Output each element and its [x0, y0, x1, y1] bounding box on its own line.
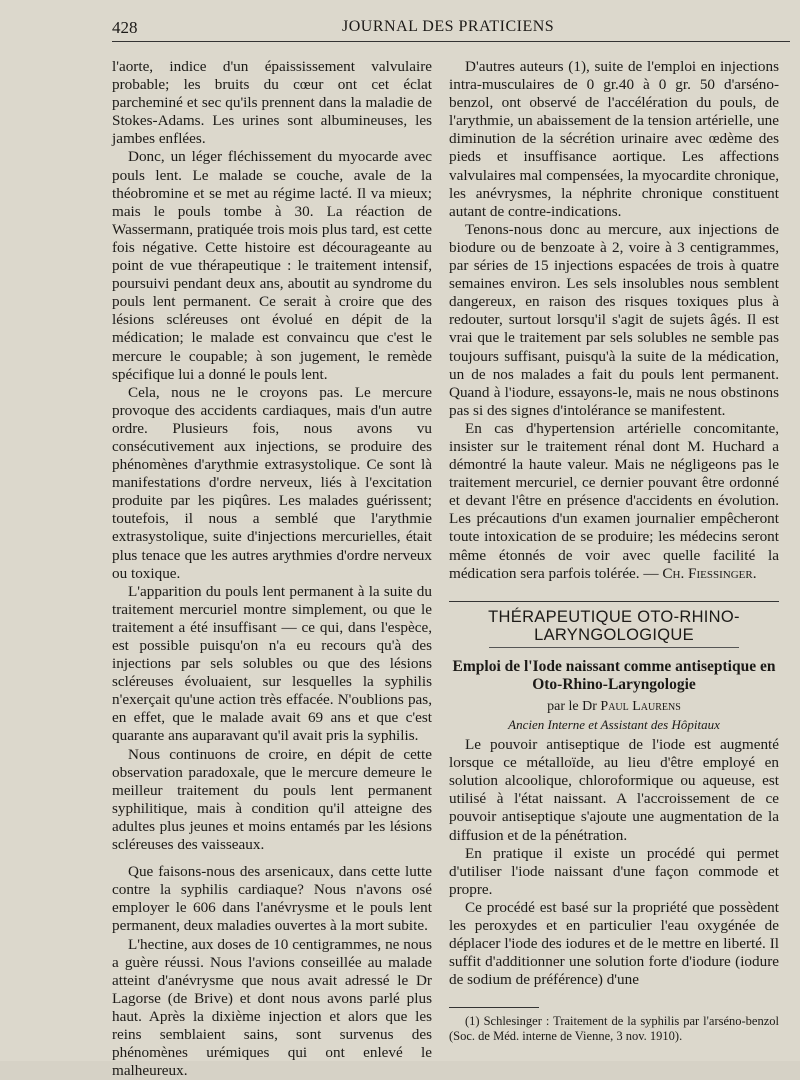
page-number: 428 — [112, 18, 138, 38]
author-affiliation: Ancien Interne et Assistant des Hôpitaux — [449, 716, 779, 734]
paragraph: L'hectine, aux doses de 10 centigrammes, ne nous a guère réussi. Nous l'avions conseillée au malade atteint d'anévrysme que nous avait adressé le Dr Lagorse (de Brive) et dont nous avons parlé plus haut. Après la dixième injection et alors que les reins semblaient sains, sont survenus des phénomènes urémiques qui ont enlevé le malheureux. — [112, 936, 432, 1080]
byline-prefix: par le Dr — [547, 699, 597, 714]
right-column — [449, 58, 779, 1044]
running-head — [112, 14, 792, 44]
paragraph: l'aorte, indice d'un épaississement valvulaire probable; les bruits du cœur ont cet éclat parcheminé et sec qu'ils prennent dans la maladie de Stokes-Adams. Les urines sont albumineuses, les jambes enflées. — [112, 58, 432, 148]
paragraph-text: En cas d'hypertension artérielle concomitante, insister sur le traitement rénal dont M. Huchard a démontré la haute valeur. Mais ne négligeons pas le traitement mercuriel, ce dernier pouvant être ordonné et devant l'être en présence d'accidents en évolution. Les précautions d'un examen journalier empêcheront toute intoxication de se produire; les médecins seront même étonnés de voir avec quelle facilité la médication sera parfois tolérée. — — [449, 420, 779, 582]
header-rule — [112, 41, 790, 42]
footnote-rule — [449, 1007, 539, 1008]
paragraph: Donc, un léger fléchissement du myocarde avec pouls lent. Le malade se couche, avale de la théobromine et se met au régime lacté. Il va mieux; mais le pouls tombe à 30. La réaction de Wassermann, pratiquée trois mois plus tard, est cette fois négative. Cette histoire est décourageante au point de vue thérapeutique : le traitement intensif, poursuivi pendant deux ans, aboutit au syndrome du pouls lent permanent. Ce serait à croire que des lésions scléreuses ont évolué en dépit de la médication; le malade est convaincu que c'est le mercure le coupable; à son jugement, le remède spécifique lui a donné le pouls lent. — [112, 148, 432, 383]
section-heading: THÉRAPEUTIQUE OTO-RHINO-LARYNGOLOGIQUE — [449, 601, 779, 648]
paragraph: Le pouvoir antiseptique de l'iode est augmenté lorsque ce métalloïde, au lieu d'être employé en solution alcoolique, chloroformique ou aqueuse, est utilisé à l'état naissant. A l'accroissement de ce pouvoir antiseptique s'ajoute une augmentation de la diffusion et de la pénétration. — [449, 736, 779, 845]
left-column — [112, 58, 432, 1080]
paragraph: En pratique il existe un procédé qui permet d'utiliser l'iode naissant d'une façon commode et propre. — [449, 845, 779, 899]
journal-title: JOURNAL DES PRATICIENS — [342, 18, 554, 36]
author-name: Paul Laurens — [600, 699, 680, 714]
paragraph: Tenons-nous donc au mercure, aux injections de biodure ou de benzoate à 2, voire à 3 centigrammes, par séries de 15 injections espacées de trois à quatre semaines environ. Les sels insolubles nous semblent dangereux, en raison des risques toxiques plus à redouter, surtout lorsqu'il s'agit de sujets âgés. Il est vrai que le traitement par sels solubles ne semble pas toujours suffisant, puisqu'à la suite de la médication, un de nos malades a fait du pouls lent permanent. Quand à l'iodure, essayons-le, mais ne nous obstinons pas si des signes d'intolérance se manifestent. — [449, 221, 779, 420]
paragraph: Cela, nous ne le croyons pas. Le mercure provoque des accidents cardiaques, mais d'un autre ordre. Plusieurs fois, nous avons vu consécutivement aux injections, se produire des phénomènes d'arythmie extrasystolique. Ce sont là manifestations d'ordre nerveux, liés à l'excitation produite par les piqûres. Les malades guérissent; toutefois, il nous a semblé que l'arythmie extrasystolique, suite d'injections mercurielles, était plus tenace que les autres arythmies d'ordre nerveux ou toxique. — [112, 384, 432, 583]
paragraph: D'autres auteurs (1), suite de l'emploi en injections intra-musculaires de 0 gr.40 à 0 gr. 50 d'arséno-benzol, ont observé de l'accélération du pouls, de l'arythmie, un abaissement de la tension artérielle, une diminution de la sécrétion urinaire avec œdème des pieds et insuffisance aortique. Les affections valvulaires mal compensées, la myocardite chronique, les anévrysmes, la néphrite chronique constituent autant de contre-indications. — [449, 58, 779, 221]
byline — [449, 698, 779, 716]
paragraph: Ce procédé est basé sur la propriété que possèdent les peroxydes et en particulier l'eau oxygénée de déplacer l'iode des iodures et de le mettre en liberté. Il suffit d'additionner une solution forte d'iodure (iodure de sodium de préférence) d'une — [449, 899, 779, 989]
paragraph — [449, 420, 779, 583]
paragraph: Nous continuons de croire, en dépit de cette observation paradoxale, que le mercure demeure le meilleur traitement du pouls lent permanent syphilitique, mais à condition qu'il atteigne des adultes plus jeunes et moins entamés par les lésions scléreuses des vaisseaux. — [112, 746, 432, 855]
footnote: (1) Schlesinger : Traitement de la syphilis par l'arséno-benzol (Soc. de Méd. interne de Vienne, 3 nov. 1910). — [449, 1014, 779, 1044]
article-title: Emploi de l'Iode naissant comme antiseptique en Oto-Rhino-Laryngologie — [449, 658, 779, 694]
signature: Ch. Fiessinger. — [662, 565, 756, 582]
paragraph: L'apparition du pouls lent permanent à la suite du traitement mercuriel montre simplement, ou que le traitement a été insuffisant — ce qui, dans l'espèce, est possible puisqu'on n'a eu recours qu'à des injections par sels solubles ou que des lésions scléreuses évoluaient, sur lesquelles la syphilis n'exerçait qu'une action très effacée. N'oublions pas, en effet, que le malade avait 69 ans et que c'est quarante ans auparavant qu'il avait pris la syphilis. — [112, 583, 432, 746]
paragraph: Que faisons-nous des arsenicaux, dans cette lutte contre la syphilis cardiaque? Nous n'avons osé employer le 606 dans l'anévrysme et le pouls lent permanent, deux maladies ouvertes à la mort subite. — [112, 863, 432, 935]
